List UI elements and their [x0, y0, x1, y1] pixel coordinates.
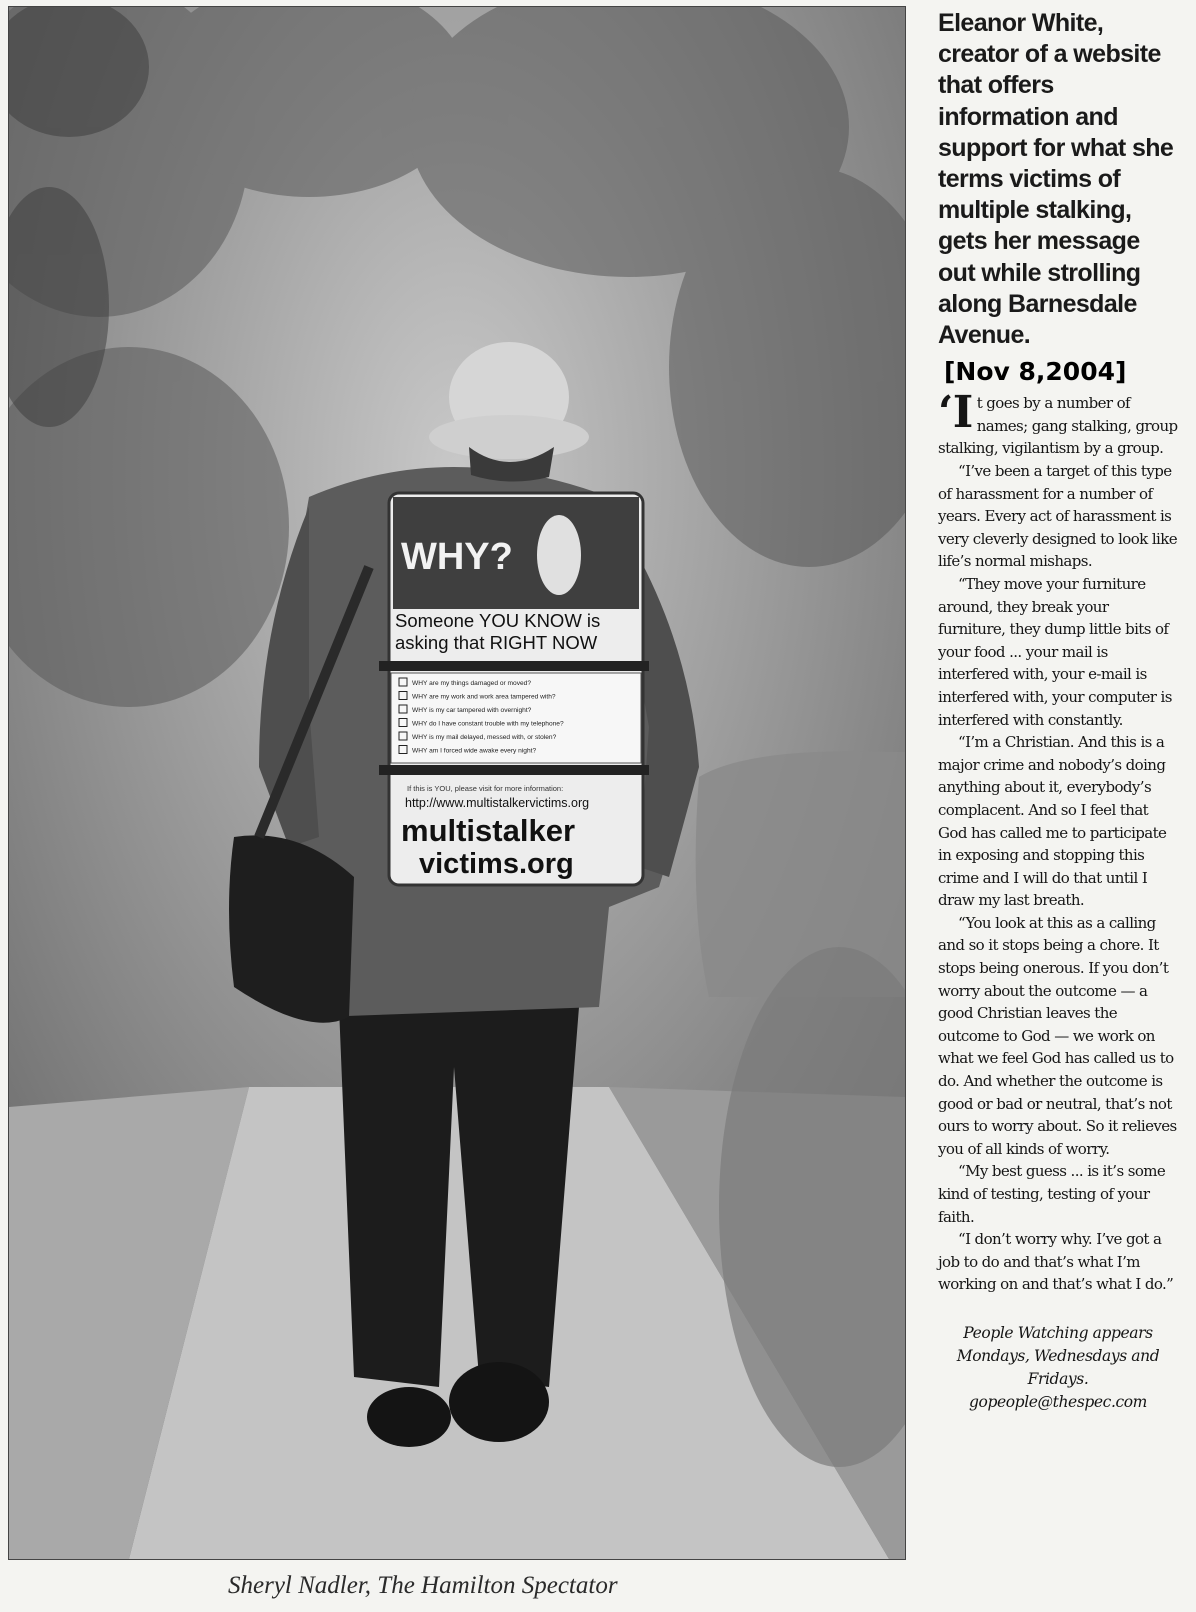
- sign-visit-text: If this is YOU, please visit for more information:: [407, 784, 564, 793]
- news-photo: [8, 6, 906, 1560]
- date-note: [Nov 8,2004]: [944, 357, 1127, 387]
- article-paragraph-1: ‘It goes by a number of names; gang stalking, group stalking, vigilantism by a group.: [938, 387, 1178, 458]
- column-footer: [938, 1322, 1178, 1414]
- sign-line-2: asking that RIGHT NOW: [395, 632, 598, 653]
- photo-illustration: [9, 7, 905, 1559]
- article-paragraph: “I’ve been a target of this type of harassment for a number of years. Every act of harassment is very cleverly designed to look like life’s normal mishaps.: [938, 462, 1177, 571]
- article-paragraph: “They move your furniture around, they break your furniture, they dump little bits of your food ... your mail is interfered with, your e-mail is interfered with, your computer is interfered with constantly.: [938, 574, 1172, 729]
- sign-why: WHY?: [401, 536, 513, 578]
- footer-email[interactable]: gopeople@thespec.com: [969, 1392, 1147, 1411]
- checklist-item: WHY is my car tampered with overnight?: [412, 707, 532, 714]
- sign-checklist: [391, 673, 641, 763]
- checklist-item: WHY do I have constant trouble with my telephone?: [412, 720, 564, 728]
- article-paragraph: “You look at this as a calling and so it stops being a chore. It stops being onerous. If you don’t worry about the outcome — a good Christian leaves the outcome to God — we work on what we feel God has called us to do. And whether the outcome is good or bad or neutral, that’s not ours to worry about. So it relieves you of all kinds of worry.: [938, 913, 1177, 1158]
- footer-schedule: People Watching appears Mondays, Wednesdays and Fridays.: [956, 1323, 1160, 1388]
- sign-line-1: Someone YOU KNOW is: [395, 610, 601, 631]
- article-paragraph: “My best guess ... is it’s some kind of testing, testing of your faith.: [938, 1162, 1166, 1226]
- sign-url: http://www.multistalkervictims.org: [405, 796, 590, 810]
- checklist-item: WHY is my mail delayed, messed with, or stolen?: [412, 734, 557, 741]
- checklist-item: WHY are my things damaged or moved?: [412, 680, 531, 687]
- backpack-sign: [379, 493, 649, 885]
- checklist-item: WHY are my work and work area tampered with?: [412, 693, 556, 701]
- article-paragraph: “I don’t worry why. I’ve got a job to do and that’s what I’m working on and that’s what I do.”: [938, 1230, 1174, 1294]
- checklist-item: WHY am I forced wide awake every night?: [412, 747, 537, 755]
- article-body: [938, 387, 1178, 1296]
- drop-cap: ‘I: [938, 387, 973, 439]
- sign-big-1: multistalker: [401, 813, 576, 848]
- photo-credit: Sheryl Nadler, The Hamilton Spectator: [228, 1572, 618, 1599]
- article-paragraph: “I’m a Christian. And this is a major crime and nobody’s doing anything about it, everybody’s complacent. And so I feel that God has called me to participate in exposing and stopping this crime and I will do that until I draw my last breath.: [938, 733, 1167, 910]
- photo-caption: Eleanor White, creator of a website that offers information and support for what she terms victims of multiple stalking, gets her message out while strolling along Barnesdale Avenue.: [938, 9, 1174, 350]
- article-column: [938, 8, 1178, 1414]
- sign-big-2: victims.org: [419, 848, 574, 880]
